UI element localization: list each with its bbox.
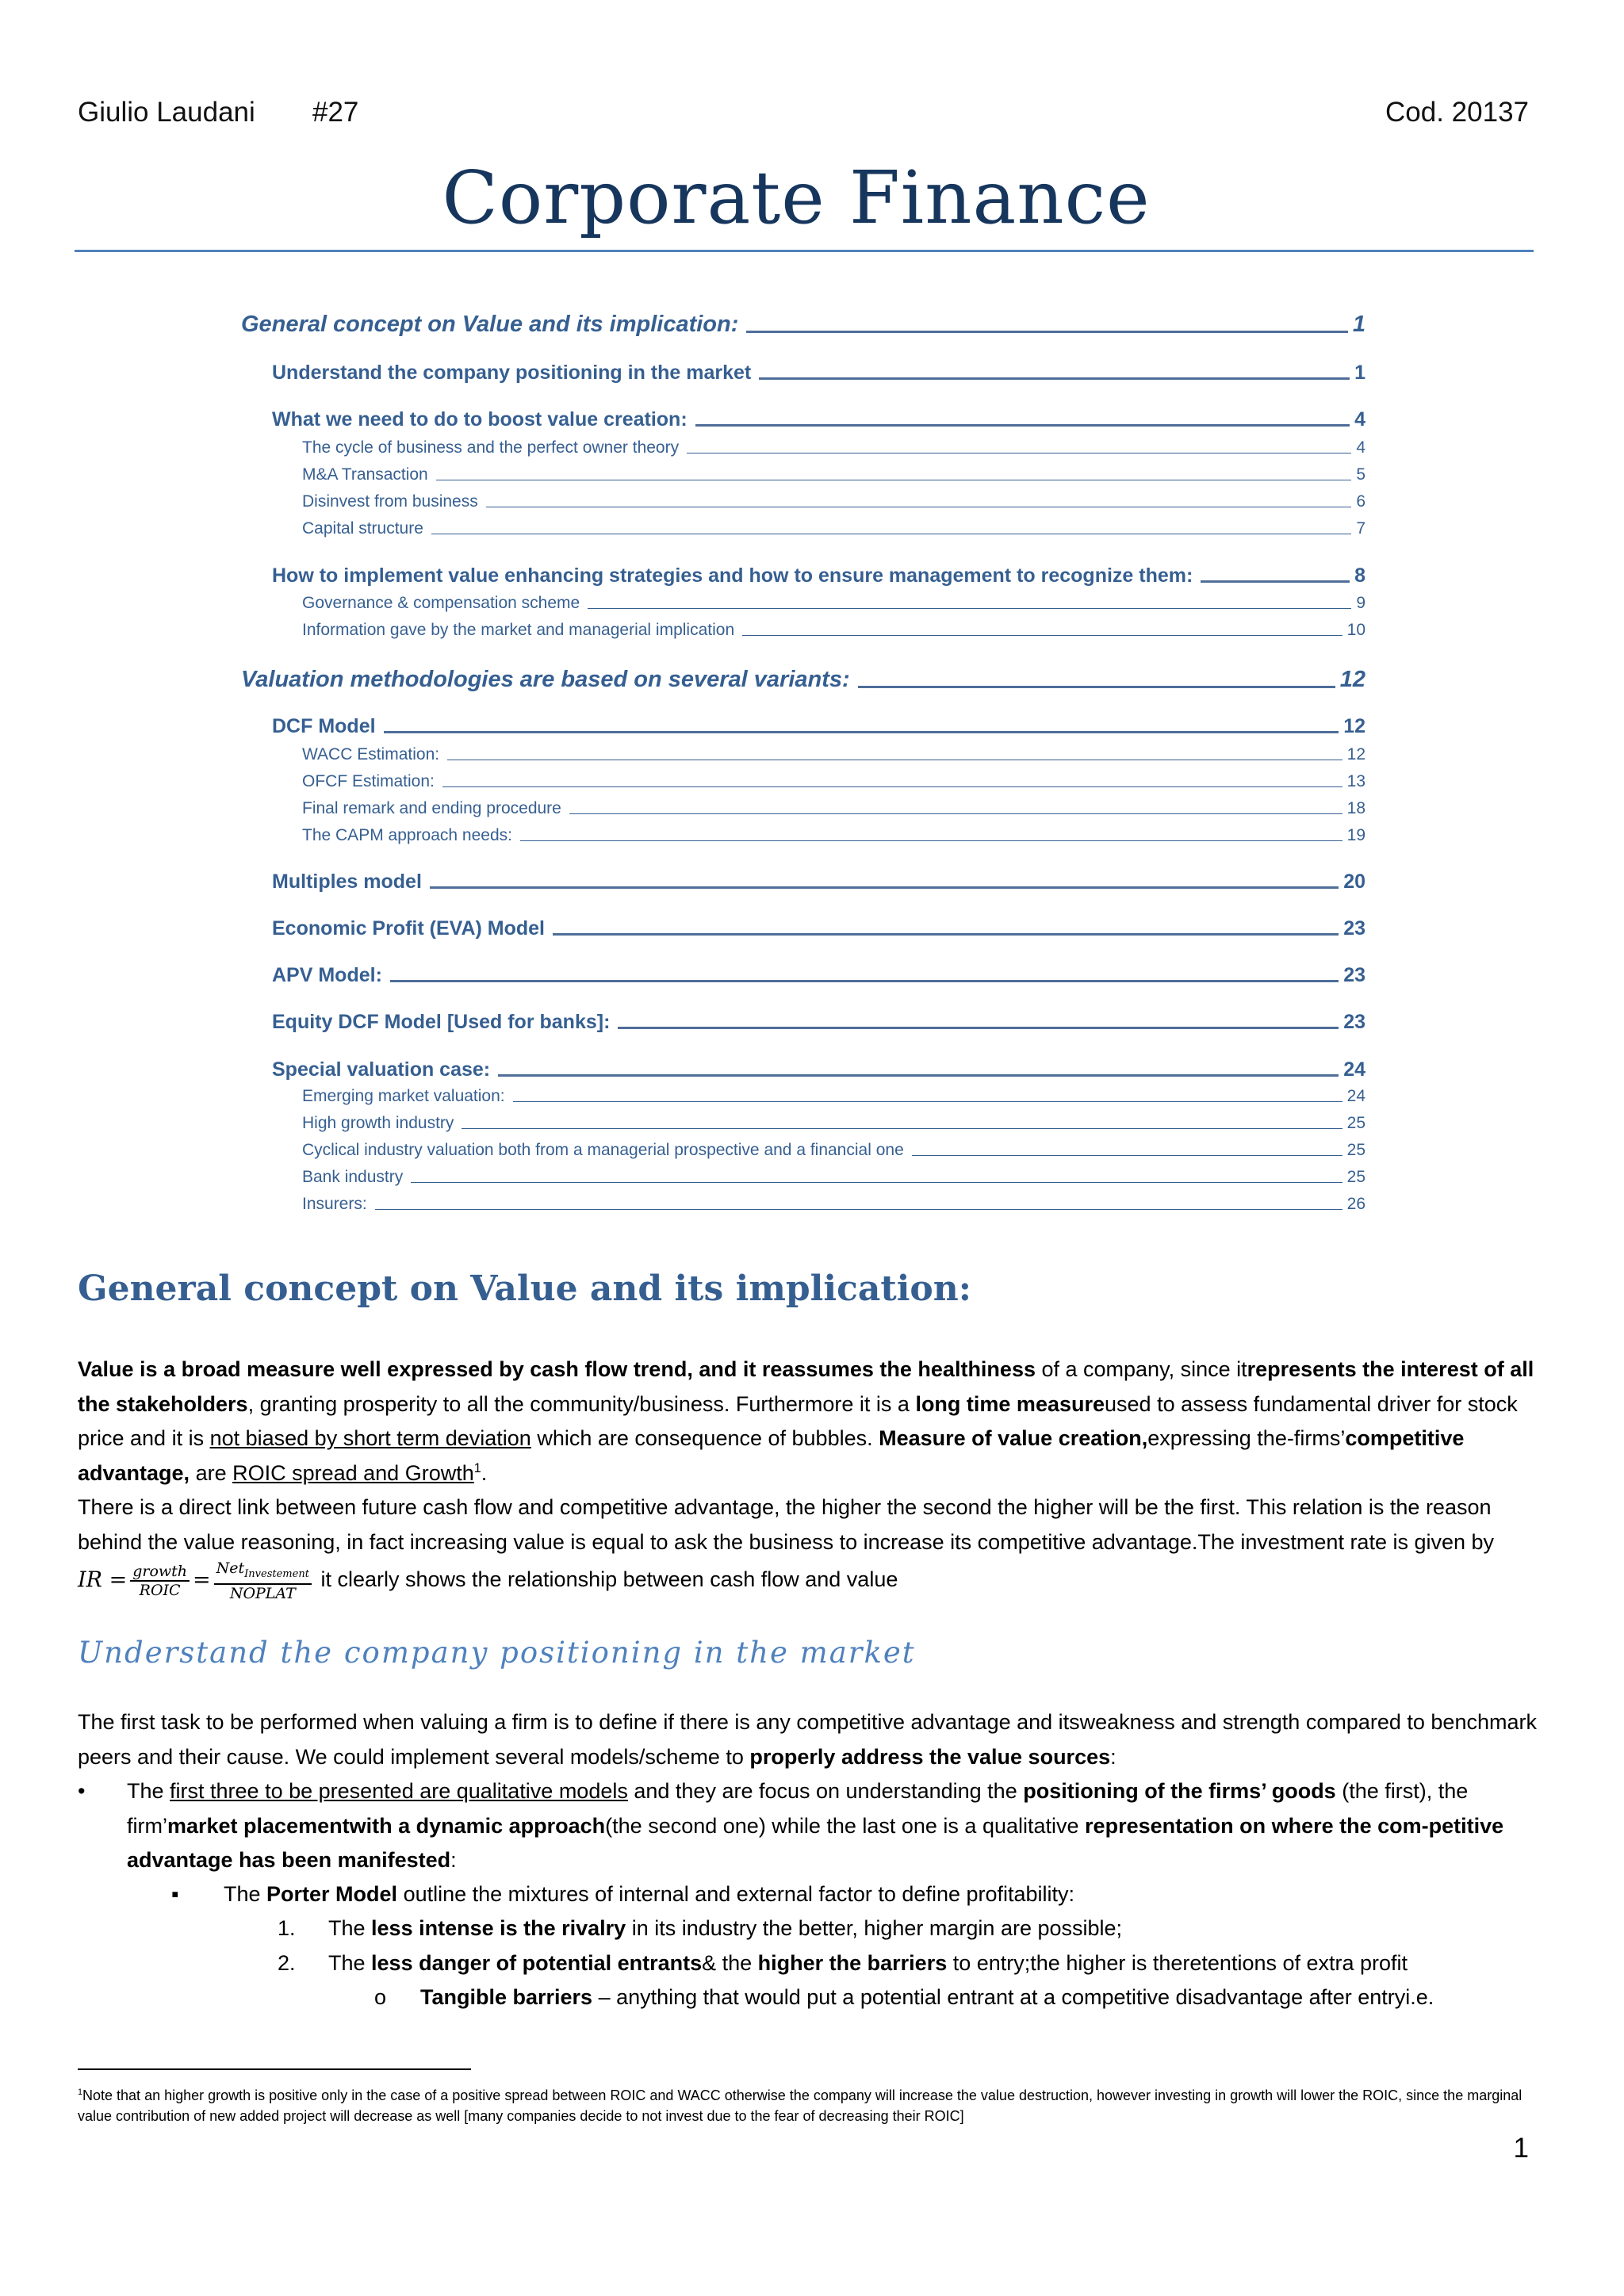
toc-entry-page: 12 [1339,667,1365,692]
toc-entry[interactable] [302,1195,1365,1214]
toc-entry[interactable] [272,917,1365,940]
toc-entry-page: 18 [1346,799,1365,817]
paragraph-first-task: The first task to be performed when valuing a firm is to define if there is any competitive advantage and itsweakness and strength compared to benchmark peers and their cause. We could implement several models/scheme to properly address the value sources: [78,1710,1537,1769]
toc-leader-line [569,813,1342,814]
toc-entry-label: Economic Profit (EVA) Model [272,917,545,939]
toc-entry[interactable] [272,964,1365,987]
list-item-entrants: 2. The less danger of potential entrants& the higher the barriers to entry;the higher is theretentions of extra profit [328,1946,1557,1981]
bullet-marker: • [78,1779,86,1803]
toc-entry-label: What we need to do to boost value creation: [272,408,688,430]
toc-leader-line [858,686,1335,688]
toc-entry-label: Equity DCF Model [Used for banks]: [272,1011,611,1033]
toc-entry-page: 23 [1343,917,1365,939]
toc-entry-label: APV Model: [272,964,382,986]
toc-entry-page: 23 [1343,1011,1365,1033]
list-item-rivalry: 1. The less intense is the rivalry in its industry the better, higher margin are possible; [328,1911,1557,1946]
toc-entry[interactable] [302,1168,1365,1187]
toc-entry-page: 24 [1346,1087,1365,1105]
footnote: $^1$Note that an higher growth is positive only in the case of a positive spread between ROIC and WACC otherwise the company will increase the value destruction, however investing in growth will lower the ROIC, since the marginal value contribution of new added project will decrease as well [many companies decide to not invest due to the fear of decreasing their ROIC] [78,2087,1522,2124]
toc-entry-label: High growth industry [302,1114,454,1132]
paragraph-investment-rate: There is a direct link between future cash flow and competitive advantage, the higher the second the higher will be the first. This relation is the reason behind the value reasoning, in fact increasing value is equal to ask the business to increase its competitive advantage.The investment rate is given by IR = $\frac{\text{growth}}{\text{ROIC}}$ = $\frac{Net_{Investement}}{\text{NOPLAT}}$ it clearly shows the relationship between cash flow and value [78,1495,1495,1602]
toc-entry-label: WACC Estimation: [302,745,440,763]
toc-leader-line [462,1128,1342,1129]
toc-entry-page: 1 [1352,312,1365,337]
investment-rate-formula: IR = $\frac{\text{growth}}{\text{ROIC}}$ = $\frac{Net_{Investement}}{\text{NOPLAT}}$ [78,1559,315,1602]
document-title: Corporate Finance [442,155,1151,240]
toc-entry-page: 8 [1354,564,1365,587]
toc-entry-page: 25 [1346,1114,1365,1132]
toc-entry-page: 12 [1343,715,1365,737]
toc-leader-line [1201,580,1350,583]
toc-leader-line [513,1101,1342,1102]
list-item-porter-model: ▪ The Porter Model outline the mixtures of internal and external factor to define profitability: [224,1877,1556,1912]
toc-entry[interactable] [302,438,1365,457]
toc-entry-label: OFCF Estimation: [302,772,435,790]
toc-entry-label: DCF Model [272,715,376,737]
toc-entry-page: 4 [1356,438,1365,457]
toc-entry-label: Final remark and ending procedure [302,799,561,817]
circle-bullet-marker: o [374,1985,387,2009]
toc-entry-page: 25 [1346,1168,1365,1186]
toc-entry-page: 26 [1346,1195,1365,1213]
toc-entry-page: 19 [1346,826,1365,844]
toc-entry[interactable] [272,1058,1365,1081]
toc-leader-line [520,840,1342,841]
toc-entry[interactable] [302,621,1365,640]
toc-leader-line [742,635,1342,636]
toc-entry-label: The cycle of business and the perfect owner theory [302,438,680,457]
toc-entry-label: Bank industry [302,1168,404,1186]
toc-leader-line [384,731,1339,733]
toc-entry-page: 20 [1343,871,1365,893]
toc-entry[interactable] [302,492,1365,511]
square-bullet-marker: ▪ [171,1882,179,1906]
toc-leader-line [390,980,1339,982]
toc-entry-label: Special valuation case: [272,1058,491,1081]
toc-leader-line [759,377,1350,380]
section-heading-positioning: Understand the company positioning in the market [78,1636,916,1670]
toc-entry-page: 13 [1346,772,1365,790]
toc-entry[interactable] [302,745,1365,764]
toc-entry-page: 25 [1346,1141,1365,1159]
toc-entry-page: 24 [1343,1058,1365,1081]
paragraph-value-definition: Value is a broad measure well expressed by cash flow trend, and it reassumes the healthiness of a company, since itrepresents the interest of all the stakeholders, granting prosperity to all the community/business. Furthermore it is a long time measureused to assess fundamental driver for stock price and it is not biased by short term deviation which are consequence of bubbles. Measure of value creation,expressing the-firms’competitive advantage, are ROIC spread and Growth$^1$. [78,1357,1534,1485]
toc-entry-page: 23 [1343,964,1365,986]
toc-entry-label: Disinvest from business [302,492,478,511]
toc-entry-page: 10 [1346,621,1365,639]
toc-entry[interactable] [302,465,1365,484]
toc-entry-label: The CAPM approach needs: [302,826,512,844]
number-marker: 2. [278,1951,296,1975]
toc-leader-line [430,886,1339,889]
section-heading-value: General concept on Value and its implication: [78,1269,971,1309]
toc-entry-label: How to implement value enhancing strategies and how to ensure management to recognize them: [272,564,1193,587]
toc-entry-label: M&A Transaction [302,465,428,484]
toc-entry[interactable] [272,362,1365,385]
toc-entry-label: Information gave by the market and managerial implication [302,621,735,639]
toc-entry-page: 7 [1356,519,1365,538]
toc-entry[interactable] [272,871,1365,894]
toc-entry-label: Understand the company positioning in the market [272,362,752,384]
toc-entry[interactable] [272,408,1365,431]
toc-entry[interactable] [302,1141,1365,1160]
toc-entry[interactable] [272,715,1365,738]
toc-leader-line [442,786,1342,787]
toc-leader-line [695,424,1350,427]
toc-entry[interactable] [302,1087,1365,1106]
footnote-separator [78,2068,471,2070]
list-item-tangible-barriers: o Tangible barriers – anything that would put a potential entrant at a competitive disadvantage after entryi.e. [420,1980,1554,2015]
toc-leader-line [912,1155,1342,1156]
toc-entry[interactable] [302,519,1365,538]
header-number: #27 [312,97,359,128]
header-course-code: Cod. 20137 [1385,97,1529,128]
toc-leader-line [618,1027,1339,1029]
toc-entry[interactable] [302,826,1365,845]
toc-leader-line [375,1209,1342,1210]
toc-leader-line [588,608,1351,609]
page-number: 1 [1513,2133,1529,2164]
toc-entry[interactable] [302,594,1365,613]
toc-entry-label: General concept on Value and its implication: [241,312,739,337]
toc-entry[interactable] [302,1114,1365,1133]
toc-entry-label: Valuation methodologies are based on several variants: [241,667,850,692]
header-author: Giulio Laudani [78,97,255,128]
list-item-qualitative-models: • The first three to be presented are qualitative models and they are focus on understanding the positioning of the firms’ goods (the first), the firm’market placementwith a dynamic approach(the second one) while the last one is a qualitative representation on where the com-petitive advantage has been manifested: [127,1774,1554,1878]
toc-entry[interactable] [241,667,1365,693]
number-marker: 1. [278,1916,296,1940]
footnote-reference[interactable]: 1 [473,1460,481,1475]
toc-leader-line [498,1074,1339,1077]
toc-entry[interactable] [302,772,1365,791]
toc-entry-label: Cyclical industry valuation both from a managerial prospective and a financial one [302,1141,904,1159]
toc-entry[interactable] [272,1011,1365,1034]
toc-entry-label: Capital structure [302,519,423,538]
toc-entry[interactable] [272,564,1365,587]
toc-entry[interactable] [302,799,1365,818]
toc-entry-page: 9 [1356,594,1365,612]
toc-leader-line [553,933,1339,936]
title-rule [75,250,1534,252]
toc-entry-label: Emerging market valuation: [302,1087,505,1105]
toc-leader-line [746,331,1347,333]
toc-entry-page: 4 [1354,408,1365,430]
toc-entry-page: 6 [1356,492,1365,511]
toc-entry-page: 1 [1354,362,1365,384]
toc-entry-label: Multiples model [272,871,422,893]
toc-entry-page: 12 [1346,745,1365,763]
toc-entry-label: Insurers: [302,1195,367,1213]
toc-entry-label: Governance & compensation scheme [302,594,580,612]
toc-leader-line [411,1182,1342,1183]
toc-entry-page: 5 [1356,465,1365,484]
toc-entry[interactable] [241,312,1365,338]
